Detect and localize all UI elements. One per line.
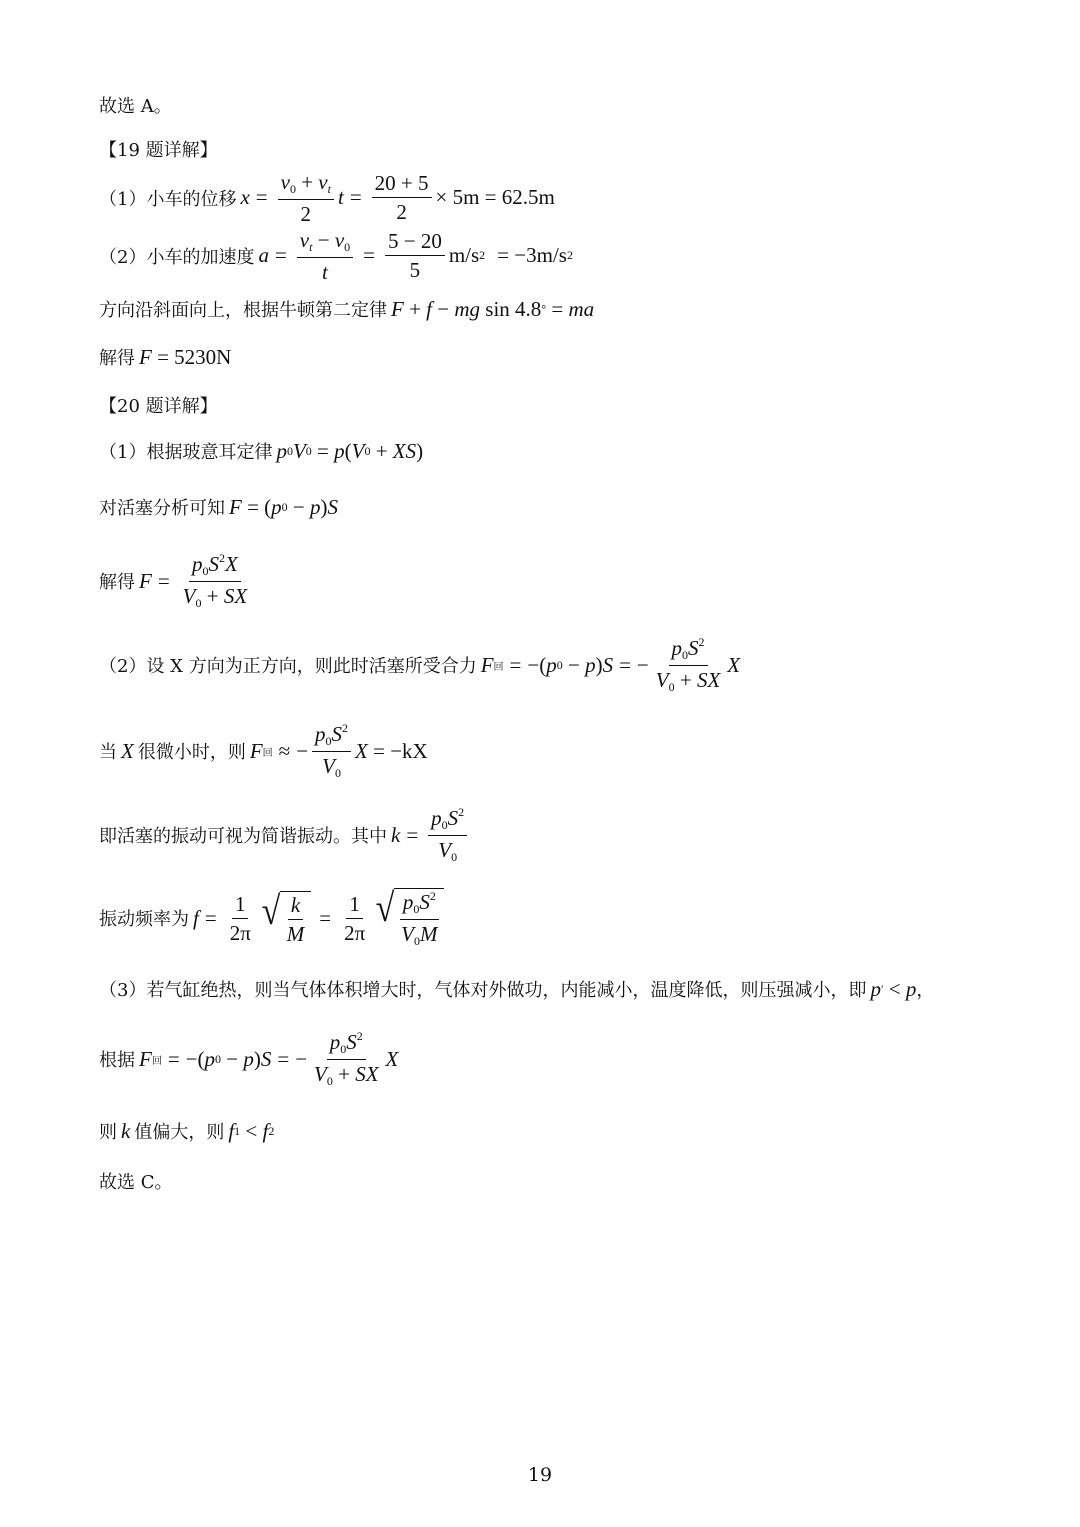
text: 方向沿斜面向上，根据牛顿第二定律 — [99, 300, 387, 321]
formula-acceleration: a = $\frac{v_t - v_0}{t}$ = $\frac{5 - 20}{5}$ m/s 2 = −3m/s 2 — [258, 228, 573, 284]
text: 则 — [99, 1122, 117, 1143]
text: （3）若气缸绝热，则当气体体积增大时，气体对外做功，内能减小，温度降低，则压强减小，即 — [99, 980, 867, 1001]
line-choice-c — [99, 1168, 173, 1194]
formula-boyle: p 0 V 0 = p ( V 0 + XS ) — [276, 438, 424, 463]
line-q19-2 — [99, 228, 573, 284]
text: 故选 A。 — [99, 96, 172, 117]
text: 振动频率为 — [99, 909, 189, 931]
line-q20-1 — [99, 438, 423, 464]
symbol-k: k — [121, 1118, 131, 1143]
line-k-large — [99, 1118, 274, 1144]
formula-displacement: x = $\frac{v_0 + v_t}{2}$ t = $\frac{20 + 5}{2}$ × 5m = 62.5m — [240, 170, 555, 226]
text: 故选 C。 — [99, 1172, 173, 1193]
formula-piston-force: F = ( p 0 − p ) S — [229, 494, 339, 519]
line-newton-2nd — [99, 296, 594, 322]
line-frequency — [99, 885, 446, 949]
text: 对活塞分析可知 — [99, 498, 225, 519]
formula-F-fraction: F = $\frac{p_0S^2X}{V_0 + SX}$ — [139, 551, 248, 610]
text: 解得 — [99, 348, 135, 369]
formula-approx: F 回 ≈ − $\frac{p_0S^2}{V_0}$ X = −kX — [249, 721, 428, 780]
text: 当 — [99, 742, 117, 764]
text: 根据 — [99, 1050, 135, 1072]
line-according — [99, 1030, 398, 1089]
heading-q20 — [99, 392, 218, 418]
heading-q19 — [99, 136, 218, 162]
text: 很微小时，则 — [137, 742, 246, 764]
formula-frequency: f = $\frac{1}{2\pi}$ √ $\frac{k}{M}$ = $\frac{1}{2\pi}$ √ $\frac{p_0S^2}{V_0M}$ — [193, 888, 446, 949]
formula-k: k = $\frac{p_0S^2}{V_0}$ — [391, 806, 471, 865]
line-q20-2 — [99, 636, 740, 695]
text: 【20 题详解】 — [99, 396, 218, 417]
text: ， — [916, 980, 935, 1001]
line-solve-F — [99, 344, 231, 370]
formula-net-force-2: F 回 = −( p 0 − p ) S = − $\frac{p_0S^2}{V_0 + SX}$ X — [139, 1029, 399, 1088]
line-solve-F2 — [99, 552, 254, 611]
text: （2）小车的加速度 — [99, 246, 255, 268]
formula-pressure-compare: p ′ < p — [870, 976, 917, 1001]
text: 值偏大，则 — [134, 1122, 225, 1143]
text: （1）根据玻意耳定律 — [99, 442, 273, 463]
text: 【19 题详解】 — [99, 140, 218, 161]
text: （2）设 X 方向为正方向，则此时活塞所受合力 — [99, 656, 477, 678]
line-small-x — [99, 722, 428, 781]
formula-newton: F + f − mg sin 4.8 ° = ma — [391, 296, 595, 321]
text: 解得 — [99, 572, 135, 594]
formula-f-compare: f 1 < f 2 — [228, 1118, 275, 1143]
formula-F-value: F = 5230N — [139, 344, 232, 369]
line-q19-1 — [99, 170, 555, 226]
line-q20-3 — [99, 976, 934, 1002]
formula-net-force: F 回 = −( p 0 − p ) S = − $\frac{p_0S^2}{V_0 + SX}$ X — [480, 635, 741, 694]
page-number: 19 — [527, 1464, 553, 1486]
line-choice-a — [99, 92, 172, 118]
symbol-X: X — [121, 738, 134, 763]
text: 即活塞的振动可视为简谐振动。其中 — [99, 826, 387, 848]
text: （1）小车的位移 — [99, 188, 237, 210]
line-shm — [99, 806, 471, 865]
line-piston-analysis — [99, 494, 338, 520]
